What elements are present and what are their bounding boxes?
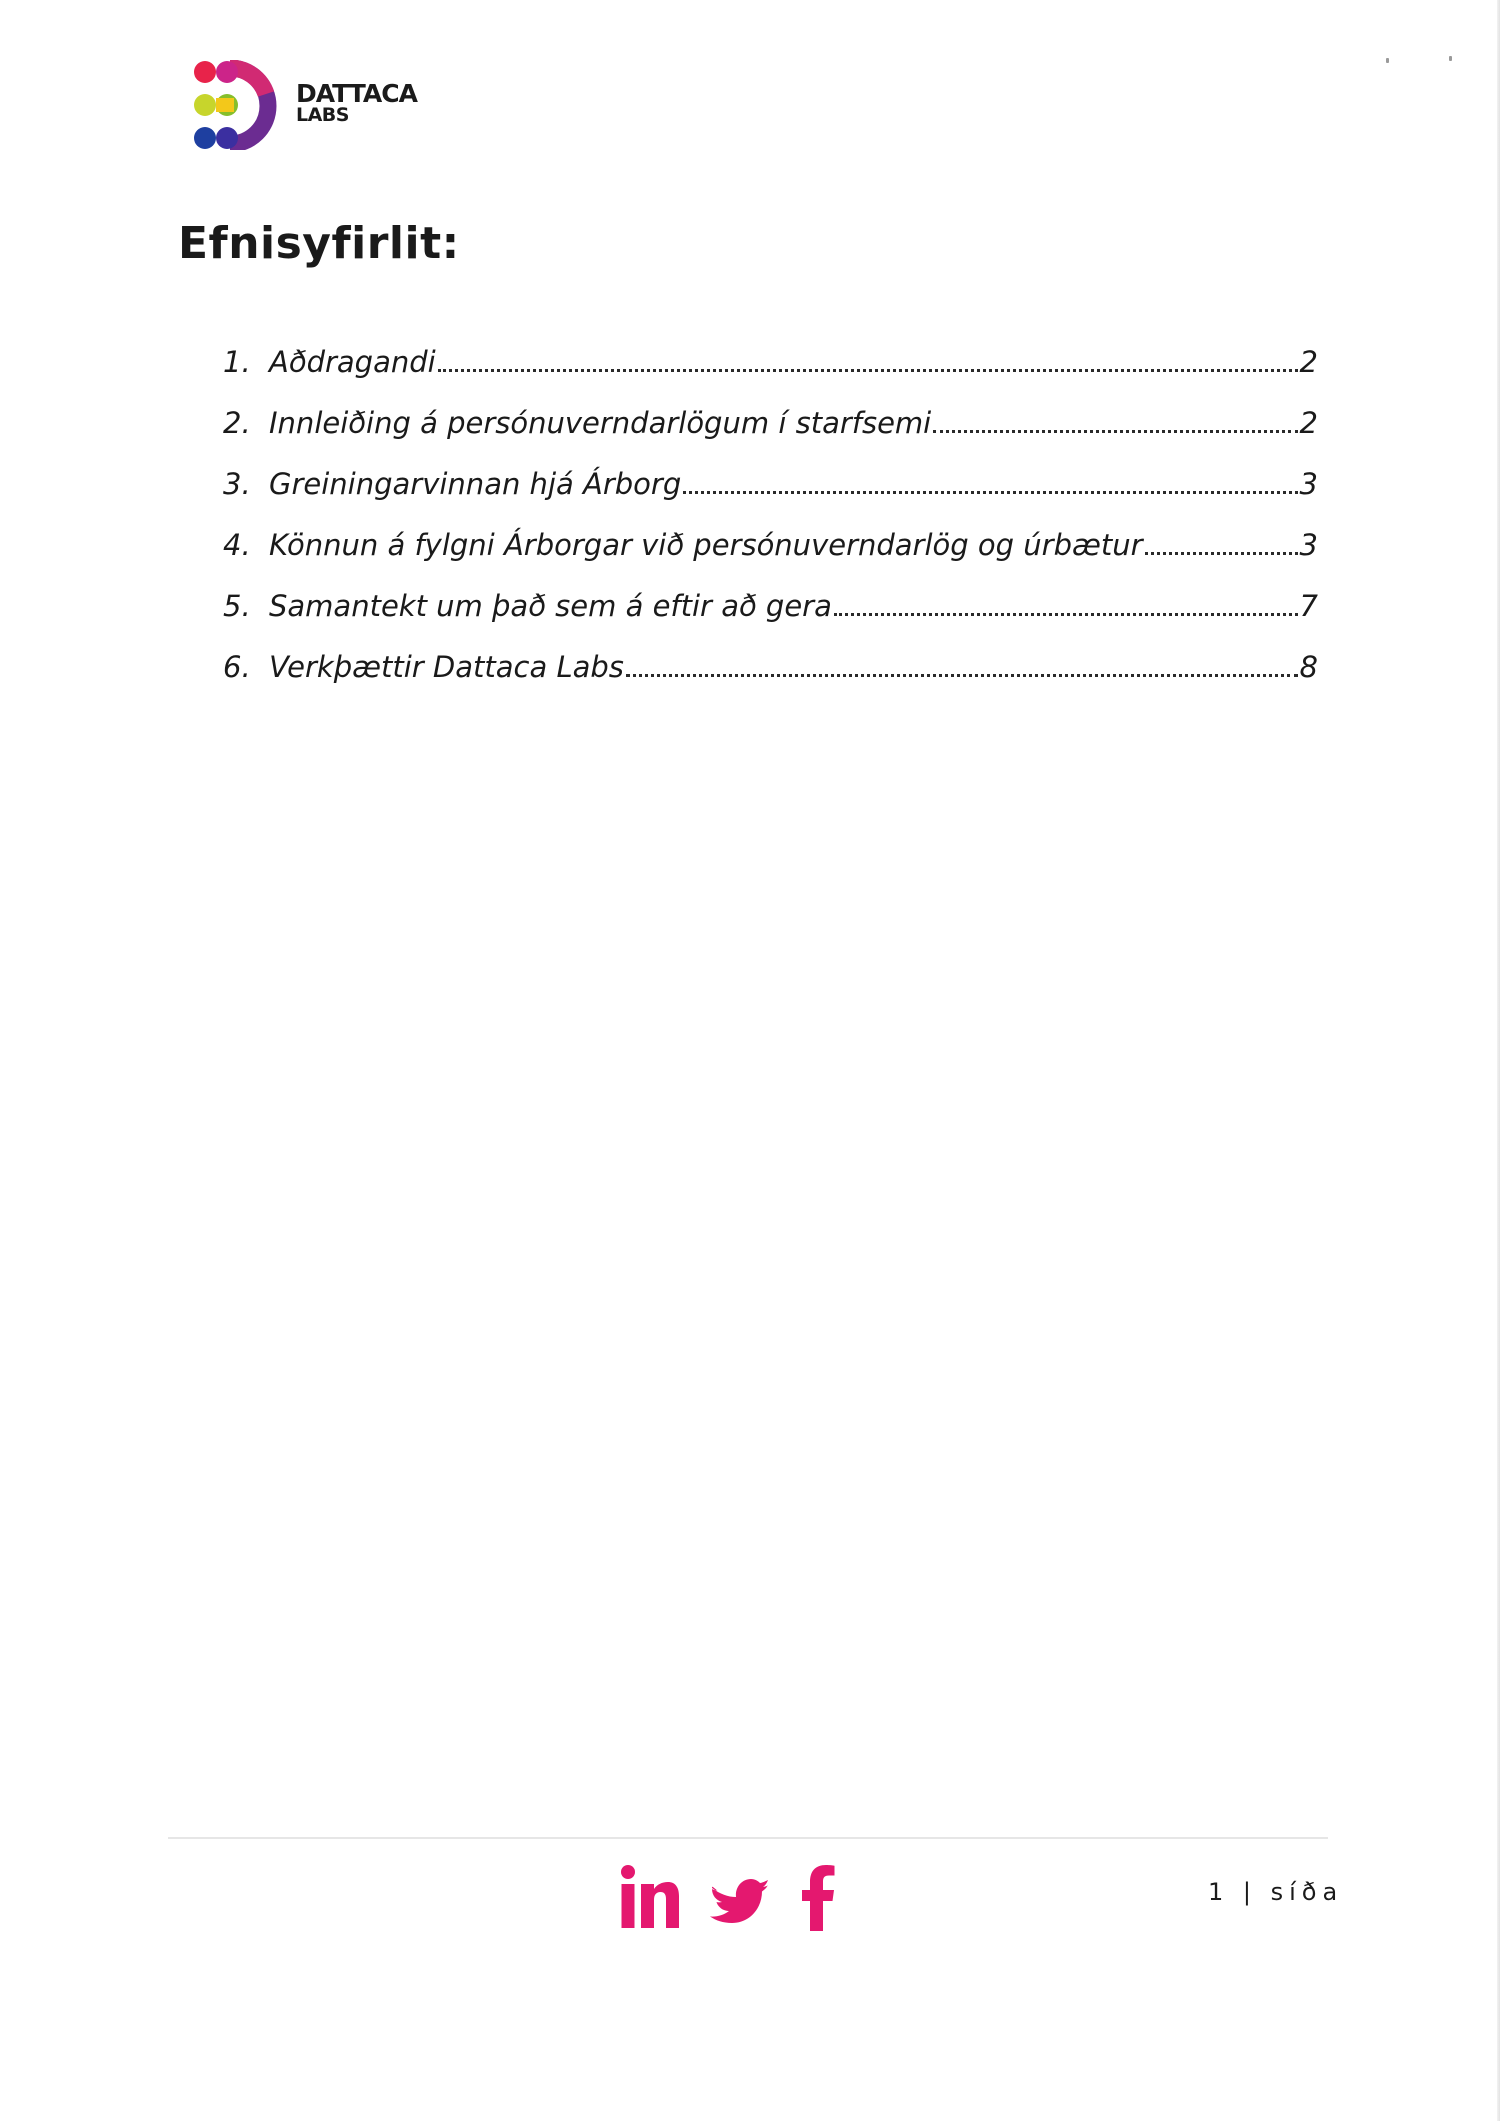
toc-item[interactable] <box>223 650 1318 711</box>
toc-item-number: 6. <box>223 650 251 684</box>
company-logo <box>190 60 440 150</box>
toc-item-title: Greiningarvinnan hjá Árborg <box>269 467 682 501</box>
toc-item-title: Samantekt um það sem á eftir að gera <box>269 589 832 623</box>
toc-item-title: Aðdragandi <box>269 345 436 379</box>
toc-dot-leader <box>683 491 1297 494</box>
scan-mark <box>1449 56 1452 61</box>
toc-item[interactable] <box>223 406 1318 467</box>
toc-item-number: 4. <box>223 528 251 562</box>
page-number: 1 | síða <box>1208 1878 1344 1906</box>
toc-dot-leader <box>933 430 1297 433</box>
toc-item-page: 3 <box>1299 528 1318 562</box>
linkedin-icon[interactable] <box>620 1863 680 1933</box>
toc-item-page: 3 <box>1299 467 1318 501</box>
scan-mark <box>1386 58 1389 63</box>
toc-item-number: 2. <box>223 406 251 440</box>
toc-item[interactable] <box>223 345 1318 406</box>
toc-item-title: Könnun á fylgni Árborgar við persónuverndarlög og úrbætur <box>269 528 1143 562</box>
toc-dot-leader <box>1145 552 1298 555</box>
toc-item-number: 3. <box>223 467 251 501</box>
logo-subtitle: LABS <box>296 104 349 126</box>
toc-dot-leader <box>834 613 1298 616</box>
toc-item[interactable] <box>223 467 1318 528</box>
toc-item-page: 8 <box>1299 650 1318 684</box>
toc-item-number: 1. <box>223 345 251 379</box>
toc-item-number: 5. <box>223 589 251 623</box>
page-title: Efnisyfirlit: <box>178 218 460 269</box>
toc-item[interactable] <box>223 528 1318 589</box>
toc-item[interactable] <box>223 589 1318 650</box>
table-of-contents <box>223 345 1318 711</box>
toc-item-title: Innleiðing á persónuverndarlögum í starfsemi <box>269 406 932 440</box>
toc-dot-leader <box>438 369 1298 372</box>
toc-item-page: 7 <box>1299 589 1318 623</box>
footer-divider <box>168 1837 1328 1839</box>
toc-item-title: Verkþættir Dattaca Labs <box>269 650 624 684</box>
toc-item-page: 2 <box>1299 345 1318 379</box>
toc-dot-leader <box>626 674 1298 677</box>
logo-mark-icon <box>190 60 290 150</box>
facebook-icon[interactable] <box>798 1863 838 1933</box>
twitter-icon[interactable] <box>708 1863 768 1933</box>
logo-name: DATTACA <box>296 79 417 108</box>
toc-item-page: 2 <box>1299 406 1318 440</box>
